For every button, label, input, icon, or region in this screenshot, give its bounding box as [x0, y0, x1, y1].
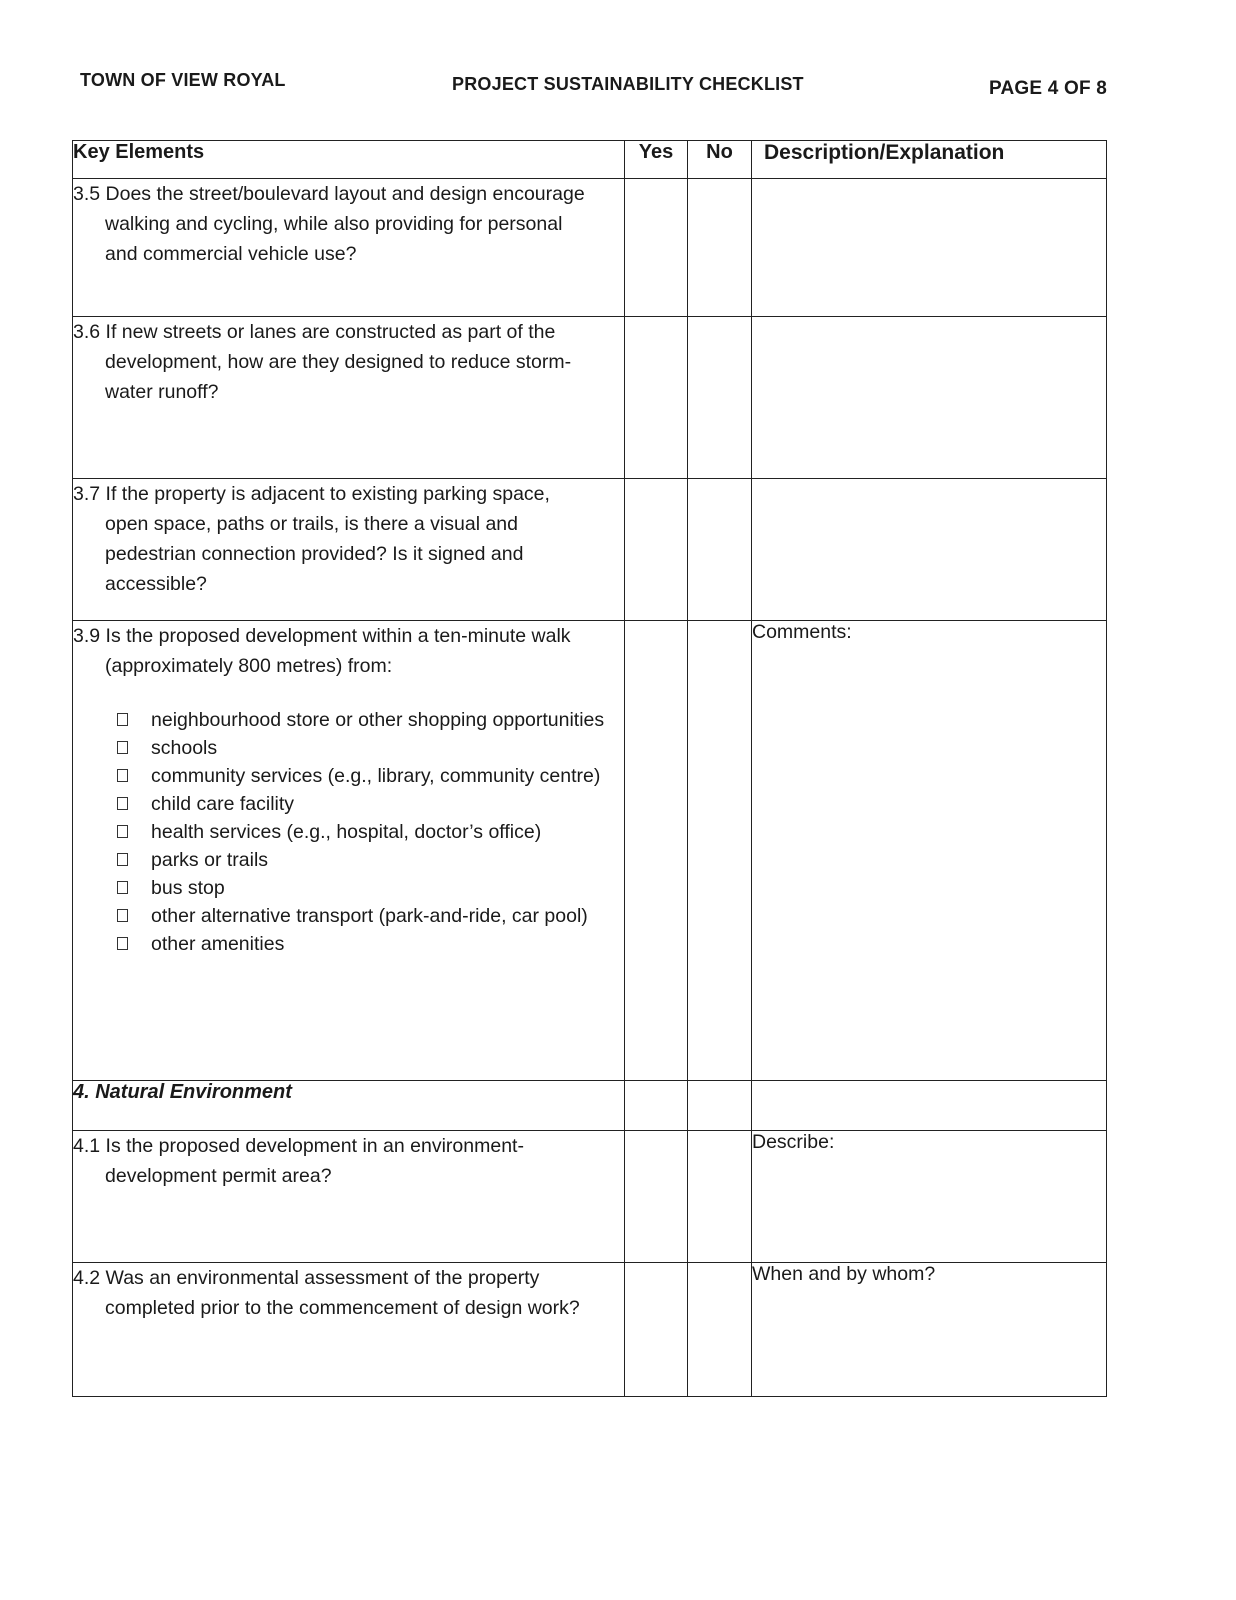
question-text: open space, paths or trails, is there a visual and — [105, 513, 518, 535]
no-cell[interactable] — [688, 179, 752, 317]
no-cell[interactable] — [688, 1131, 752, 1263]
question-4-2 — [73, 1263, 625, 1397]
checkbox-icon[interactable] — [117, 769, 128, 782]
question-text: 4.1 Is the proposed development in an environment- — [73, 1135, 524, 1157]
table-row-3-5 — [73, 179, 1107, 317]
amenity-label: child care facility — [151, 793, 295, 815]
amenity-label: parks or trails — [151, 849, 269, 871]
table-row-3-9 — [73, 621, 1107, 1081]
yes-cell[interactable] — [625, 1131, 688, 1263]
checkbox-icon[interactable] — [117, 853, 128, 866]
amenity-item[interactable] — [117, 707, 624, 733]
checkbox-icon[interactable] — [117, 937, 128, 950]
no-cell[interactable] — [688, 317, 752, 479]
no-cell[interactable] — [688, 479, 752, 621]
yes-cell[interactable] — [625, 479, 688, 621]
amenity-item[interactable] — [117, 763, 624, 789]
amenity-label: other amenities — [151, 933, 285, 955]
question-text: 3.5 Does the street/boulevard layout and design encourage — [73, 183, 585, 205]
question-3-5 — [73, 179, 625, 317]
describe-cell[interactable] — [752, 1131, 1107, 1263]
section-heading-natural-environment: 4. Natural Environment — [73, 1081, 625, 1131]
amenity-item[interactable] — [117, 875, 624, 901]
checkbox-icon[interactable] — [117, 825, 128, 838]
question-text: 3.9 Is the proposed development within a ten-minute walk — [73, 625, 571, 647]
checkbox-icon[interactable] — [117, 713, 128, 726]
no-cell[interactable] — [688, 1263, 752, 1397]
no-cell — [688, 1081, 752, 1131]
amenity-item[interactable] — [117, 847, 624, 873]
amenity-item[interactable] — [117, 931, 624, 957]
comments-cell[interactable] — [752, 621, 1107, 1081]
description-cell[interactable] — [752, 317, 1107, 479]
column-header-no: No — [688, 141, 752, 179]
yes-cell[interactable] — [625, 621, 688, 1081]
when-by-whom-cell[interactable] — [752, 1263, 1107, 1397]
table-row-4-2 — [73, 1263, 1107, 1397]
question-text: pedestrian connection provided? Is it signed and — [105, 543, 524, 565]
table-row-3-6 — [73, 317, 1107, 479]
question-text: completed prior to the commencement of design work? — [105, 1297, 580, 1319]
question-text: 4.2 Was an environmental assessment of the property — [73, 1267, 540, 1289]
question-text: development permit area? — [105, 1165, 332, 1187]
question-4-1 — [73, 1131, 625, 1263]
question-3-9 — [73, 621, 625, 1081]
question-text: (approximately 800 metres) from: — [105, 655, 393, 677]
question-text: 3.7 If the property is adjacent to existing parking space, — [73, 483, 550, 505]
sustainability-checklist-table — [72, 140, 1107, 1397]
amenity-item[interactable] — [117, 735, 624, 761]
checkbox-icon[interactable] — [117, 881, 128, 894]
question-3-7 — [73, 479, 625, 621]
amenity-label: health services (e.g., hospital, doctor’s office) — [151, 821, 542, 843]
describe-label: Describe: — [752, 1131, 835, 1153]
amenity-item[interactable] — [117, 903, 624, 929]
question-text: accessible? — [105, 573, 207, 595]
amenity-item[interactable] — [117, 819, 624, 845]
column-header-key-elements: Key Elements — [73, 141, 625, 179]
checkbox-icon[interactable] — [117, 909, 128, 922]
amenity-label: other alternative transport (park-and-ride, car pool) — [151, 905, 588, 927]
description-cell — [752, 1081, 1107, 1131]
header-title: PROJECT SUSTAINABILITY CHECKLIST — [452, 74, 804, 94]
table-row-4-1 — [73, 1131, 1107, 1263]
question-text: development, how are they designed to reduce storm- — [105, 351, 572, 373]
question-text: and commercial vehicle use? — [105, 243, 357, 265]
table-header-row — [73, 141, 1107, 179]
yes-cell[interactable] — [625, 179, 688, 317]
checkbox-icon[interactable] — [117, 741, 128, 754]
description-cell[interactable] — [752, 479, 1107, 621]
column-header-yes: Yes — [625, 141, 688, 179]
checkbox-icon[interactable] — [117, 797, 128, 810]
no-cell[interactable] — [688, 621, 752, 1081]
table-row-section-4 — [73, 1081, 1107, 1131]
description-cell[interactable] — [752, 179, 1107, 317]
question-text: 3.6 If new streets or lanes are constructed as part of the — [73, 321, 556, 343]
question-text: walking and cycling, while also providing for personal — [105, 213, 563, 235]
amenity-item[interactable] — [117, 791, 624, 817]
header-org: TOWN OF VIEW ROYAL — [80, 70, 286, 90]
yes-cell — [625, 1081, 688, 1131]
amenity-label: schools — [151, 737, 218, 759]
header-page-number: PAGE 4 OF 8 — [989, 78, 1107, 99]
question-text: water runoff? — [105, 381, 219, 403]
amenity-checklist — [73, 707, 624, 957]
amenity-label: community services (e.g., library, community centre) — [151, 765, 601, 787]
when-by-whom-label: When and by whom? — [752, 1263, 936, 1285]
column-header-description: Description/Explanation — [752, 141, 1107, 179]
yes-cell[interactable] — [625, 317, 688, 479]
amenity-label: bus stop — [151, 877, 225, 899]
table-row-3-7 — [73, 479, 1107, 621]
yes-cell[interactable] — [625, 1263, 688, 1397]
comments-label: Comments: — [752, 621, 852, 643]
amenity-label: neighbourhood store or other shopping opportunities — [151, 709, 605, 731]
question-3-6 — [73, 317, 625, 479]
